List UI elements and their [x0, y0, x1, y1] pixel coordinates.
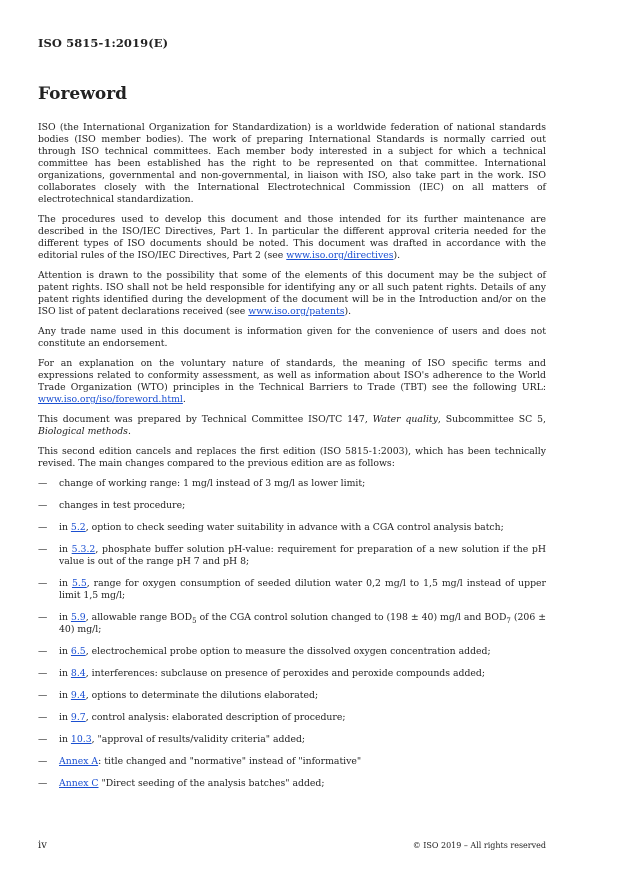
dash: —	[38, 578, 48, 589]
list-item	[38, 668, 546, 680]
list-item	[38, 778, 546, 790]
list-item	[38, 756, 546, 768]
change-prefix: in	[59, 668, 71, 679]
clause-link-5-3-2[interactable]: 5.3.2	[71, 544, 96, 555]
change-text: , options to determinate the dilutions elaborated;	[85, 690, 319, 701]
change-text-b: of the CGA control solution changed to (198 ± 40) mg/l and BOD	[196, 612, 507, 623]
dash: —	[38, 478, 48, 489]
change-prefix: in	[59, 522, 71, 533]
clause-link-5-9[interactable]: 5.9	[70, 612, 86, 623]
dash: —	[38, 522, 48, 533]
page-number: iv	[38, 840, 47, 851]
change-text: , "approval of results/validity criteria" added;	[91, 734, 306, 745]
paragraph-patents-text: Attention is drawn to the possibility that some of the elements of this document may be the subject of patent rights. ISO shall not be held responsible for identifying any or all such patent rights. Details of any patent rights identified during the development of the document will be in the Introduction and/or on the ISO list of patent declarations received (see	[38, 270, 546, 317]
change-text: , electrochemical probe option to measure the dissolved oxygen concentration added;	[85, 646, 491, 657]
paragraph-voluntary	[38, 358, 546, 406]
list-item	[38, 544, 546, 568]
committee-text-b: , Subcommittee SC 5,	[437, 414, 546, 425]
paragraph-procedures-text: The procedures used to develop this document and those intended for its further maintenance are described in the ISO/IEC Directives, Part 1. In particular the different approval criteria needed for the different types of ISO documents should be noted. This document was drafted in accordance with the editorial rules of the ISO/IEC Directives, Part 2 (see	[38, 214, 546, 261]
clause-link-8-4[interactable]: 8.4	[70, 668, 86, 679]
change-text-a: , allowable range BOD	[85, 612, 193, 623]
dash: —	[38, 756, 48, 767]
dash: —	[38, 690, 48, 701]
change-prefix: in	[59, 690, 71, 701]
paragraph-voluntary-text: For an explanation on the voluntary nature of standards, the meaning of ISO specific terms and expressions related to conformity assessment, as well as information about ISO's adherence to the World Trade Organization (WTO) principles in the Technical Barriers to Trade (TBT) see the following URL:	[38, 358, 546, 393]
subscript-7: 7	[506, 616, 511, 625]
change-text: "Direct seeding of the analysis batches" added;	[98, 778, 325, 789]
changes-list	[38, 478, 546, 790]
change-prefix: in	[59, 646, 71, 657]
paragraph-procedures-end: ).	[393, 250, 401, 261]
change-text: change of working range: 1 mg/l instead of 3 mg/l as lower limit;	[59, 478, 366, 489]
subscript-5: 5	[192, 616, 197, 625]
paragraph-trade-name: Any trade name used in this document is information given for the convenience of users and does not constitute an endorsement.	[38, 326, 546, 349]
paragraph-committee	[38, 414, 546, 438]
paragraph-patents	[38, 270, 546, 318]
paragraph-procedures	[38, 214, 546, 262]
clause-link-10-3[interactable]: 10.3	[70, 734, 92, 745]
list-item	[38, 478, 546, 490]
annex-a-link[interactable]: Annex A	[59, 756, 99, 767]
paragraph-iso-intro: ISO (the International Organization for Standardization) is a worldwide federation of national standards bodies (ISO member bodies). The work of preparing International Standards is normally carried out through ISO technical committees. Each member body interested in a subject for which a technical committee has been established has the right to be represented on that committee. International organizations, governmental and non-governmental, in liaison with ISO, also take part in the work. ISO collaborates closely with the International Electrotechnical Commission (IEC) on all matters of electrotechnical standardization.	[38, 122, 546, 205]
dash: —	[38, 544, 48, 555]
clause-link-9-4[interactable]: 9.4	[70, 690, 86, 701]
change-prefix: in	[59, 578, 72, 589]
committee-water-quality: Water quality	[372, 414, 438, 425]
list-item	[38, 500, 546, 512]
change-text: changes in test procedure;	[59, 500, 186, 511]
dash: —	[38, 612, 48, 623]
foreword-link[interactable]: www.iso.org/iso/foreword.html	[38, 394, 183, 405]
clause-link-5-5[interactable]: 5.5	[71, 578, 87, 589]
clause-link-6-5[interactable]: 6.5	[70, 646, 86, 657]
dash: —	[38, 668, 48, 679]
change-prefix: in	[59, 712, 71, 723]
change-text: , option to check seeding water suitability in advance with a CGA control analysis batch;	[85, 522, 504, 533]
paragraph-edition: This second edition cancels and replaces the first edition (ISO 5815-1:2003), which has been technically revised. The main changes compared to the previous edition are as follows:	[38, 446, 546, 469]
paragraph-patents-end: ).	[344, 306, 352, 317]
annex-c-link[interactable]: Annex C	[59, 778, 99, 789]
change-prefix: in	[59, 544, 72, 555]
list-item	[38, 522, 546, 534]
dash: —	[38, 734, 48, 745]
list-item	[38, 646, 546, 658]
clause-link-9-7[interactable]: 9.7	[70, 712, 86, 723]
foreword-body	[38, 122, 546, 800]
page-title: Foreword	[38, 84, 128, 104]
list-item	[38, 734, 546, 746]
list-item	[38, 612, 546, 636]
list-item	[38, 690, 546, 702]
dash: —	[38, 778, 48, 789]
dash: —	[38, 646, 48, 657]
change-text: , control analysis: elaborated description of procedure;	[85, 712, 346, 723]
patents-link[interactable]: www.iso.org/patents	[248, 306, 345, 317]
change-text: : title changed and "normative" instead of "informative"	[98, 756, 362, 767]
change-text: , phosphate buffer solution pH-value: requirement for preparation of a new solution if the pH value is out of the range pH 7 and pH 8;	[59, 544, 546, 567]
list-item	[38, 578, 546, 602]
paragraph-voluntary-end: .	[182, 394, 186, 405]
clause-link-5-2[interactable]: 5.2	[70, 522, 86, 533]
change-text-c: (206 ± 40) mg/l;	[59, 612, 546, 635]
copyright-notice: © ISO 2019 – All rights reserved	[412, 841, 546, 850]
committee-text-a: This document was prepared by Technical Committee ISO/TC 147,	[38, 414, 373, 425]
dash: —	[38, 712, 48, 723]
change-text: , interferences: subclause on presence of peroxides and peroxide compounds added;	[85, 668, 486, 679]
change-prefix: in	[59, 734, 71, 745]
committee-text-end: .	[127, 426, 131, 437]
document-id: ISO 5815-1:2019(E)	[38, 36, 169, 50]
committee-biological-methods: Biological methods	[38, 426, 128, 437]
list-item	[38, 712, 546, 724]
directives-link[interactable]: www.iso.org/directives	[286, 250, 394, 261]
dash: —	[38, 500, 48, 511]
change-prefix: in	[59, 612, 71, 623]
change-text: , range for oxygen consumption of seeded dilution water 0,2 mg/l to 1,5 mg/l instead of upper limit 1,5 mg/l;	[59, 578, 546, 601]
